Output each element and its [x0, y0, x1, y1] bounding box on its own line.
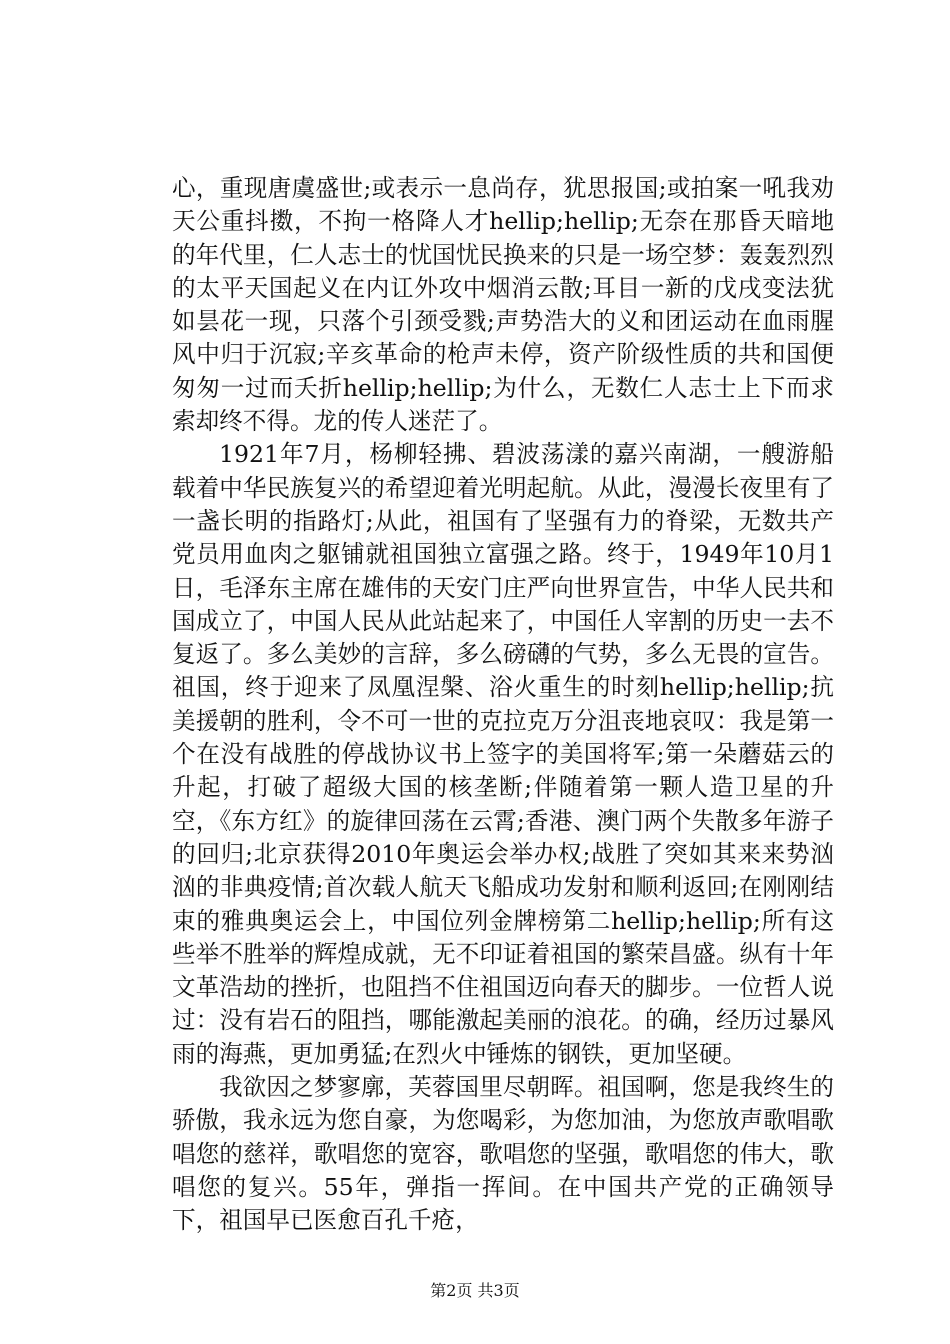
- document-body: [172, 172, 834, 1238]
- page-footer: 第2页 共3页: [430, 1281, 520, 1300]
- paragraph-2: 1921年7月，杨柳轻拂、碧波荡漾的嘉兴南湖，一艘游船载着中华民族复兴的希望迎着光明起航。从此，漫漫长夜里有了一盏长明的指路灯;从此，祖国有了坚强有力的脊梁，无数共产党员用血肉之躯铺就祖国独立富强之路。终于，1949年10月1日，毛泽东主席在雄伟的天安门庄严向世界宣告，中华人民共和国成立了，中国人民从此站起来了，中国任人宰割的历史一去不复返了。多么美妙的言辞，多么磅礴的气势，多么无畏的宣告。祖国，终于迎来了凤凰涅槃、浴火重生的时刻hellip;hellip;抗美援朝的胜利，令不可一世的克拉克万分沮丧地哀叹：我是第一个在没有战胜的停战协议书上签字的美国将军;第一朵蘑菇云的升起，打破了超级大国的核垄断;伴随着第一颗人造卫星的升空，《东方红》的旋律回荡在云霄;香港、澳门两个失散多年游子的回归;北京获得2010年奥运会举办权;战胜了突如其来来势汹汹的非典疫情;首次载人航天飞船成功发射和顺利返回;在刚刚结束的雅典奥运会上，中国位列金牌榜第二hellip;hellip;所有这些举不胜举的辉煌成就，无不印证着祖国的繁荣昌盛。纵有十年文革浩劫的挫折，也阻挡不住祖国迈向春天的脚步。一位哲人说过：没有岩石的阻挡，哪能激起美丽的浪花。的确，经历过暴风雨的海燕，更加勇猛;在烈火中锤炼的钢铁，更加坚硬。: [172, 440, 834, 1068]
- paragraph-1: 心，重现唐虞盛世;或表示一息尚存，犹思报国;或拍案一吼我劝天公重抖擞，不拘一格降人才hellip;hellip;无奈在那昏天暗地的年代里，仁人志士的忧国忧民换来的只是一场空梦：轰轰烈烈的太平天国起义在内讧外攻中烟消云散;耳目一新的戊戌变法犹如昙花一现，只落个引颈受戮;声势浩大的义和团运动在血雨腥风中归于沉寂;辛亥革命的枪声未停，资产阶级性质的共和国便匆匆一过而夭折hellip;hellip;为什么，无数仁人志士上下而求索却终不得。龙的传人迷茫了。: [172, 174, 834, 436]
- paragraph-3: 我欲因之梦寥廓，芙蓉国里尽朝晖。祖国啊，您是我终生的骄傲，我永远为您自豪，为您喝彩，为您加油，为您放声歌唱歌唱您的慈祥，歌唱您的宽容，歌唱您的坚强，歌唱您的伟大，歌唱您的复兴。55年，弹指一挥间。在中国共产党的正确领导下，祖国早已医愈百孔千疮，: [172, 1073, 834, 1235]
